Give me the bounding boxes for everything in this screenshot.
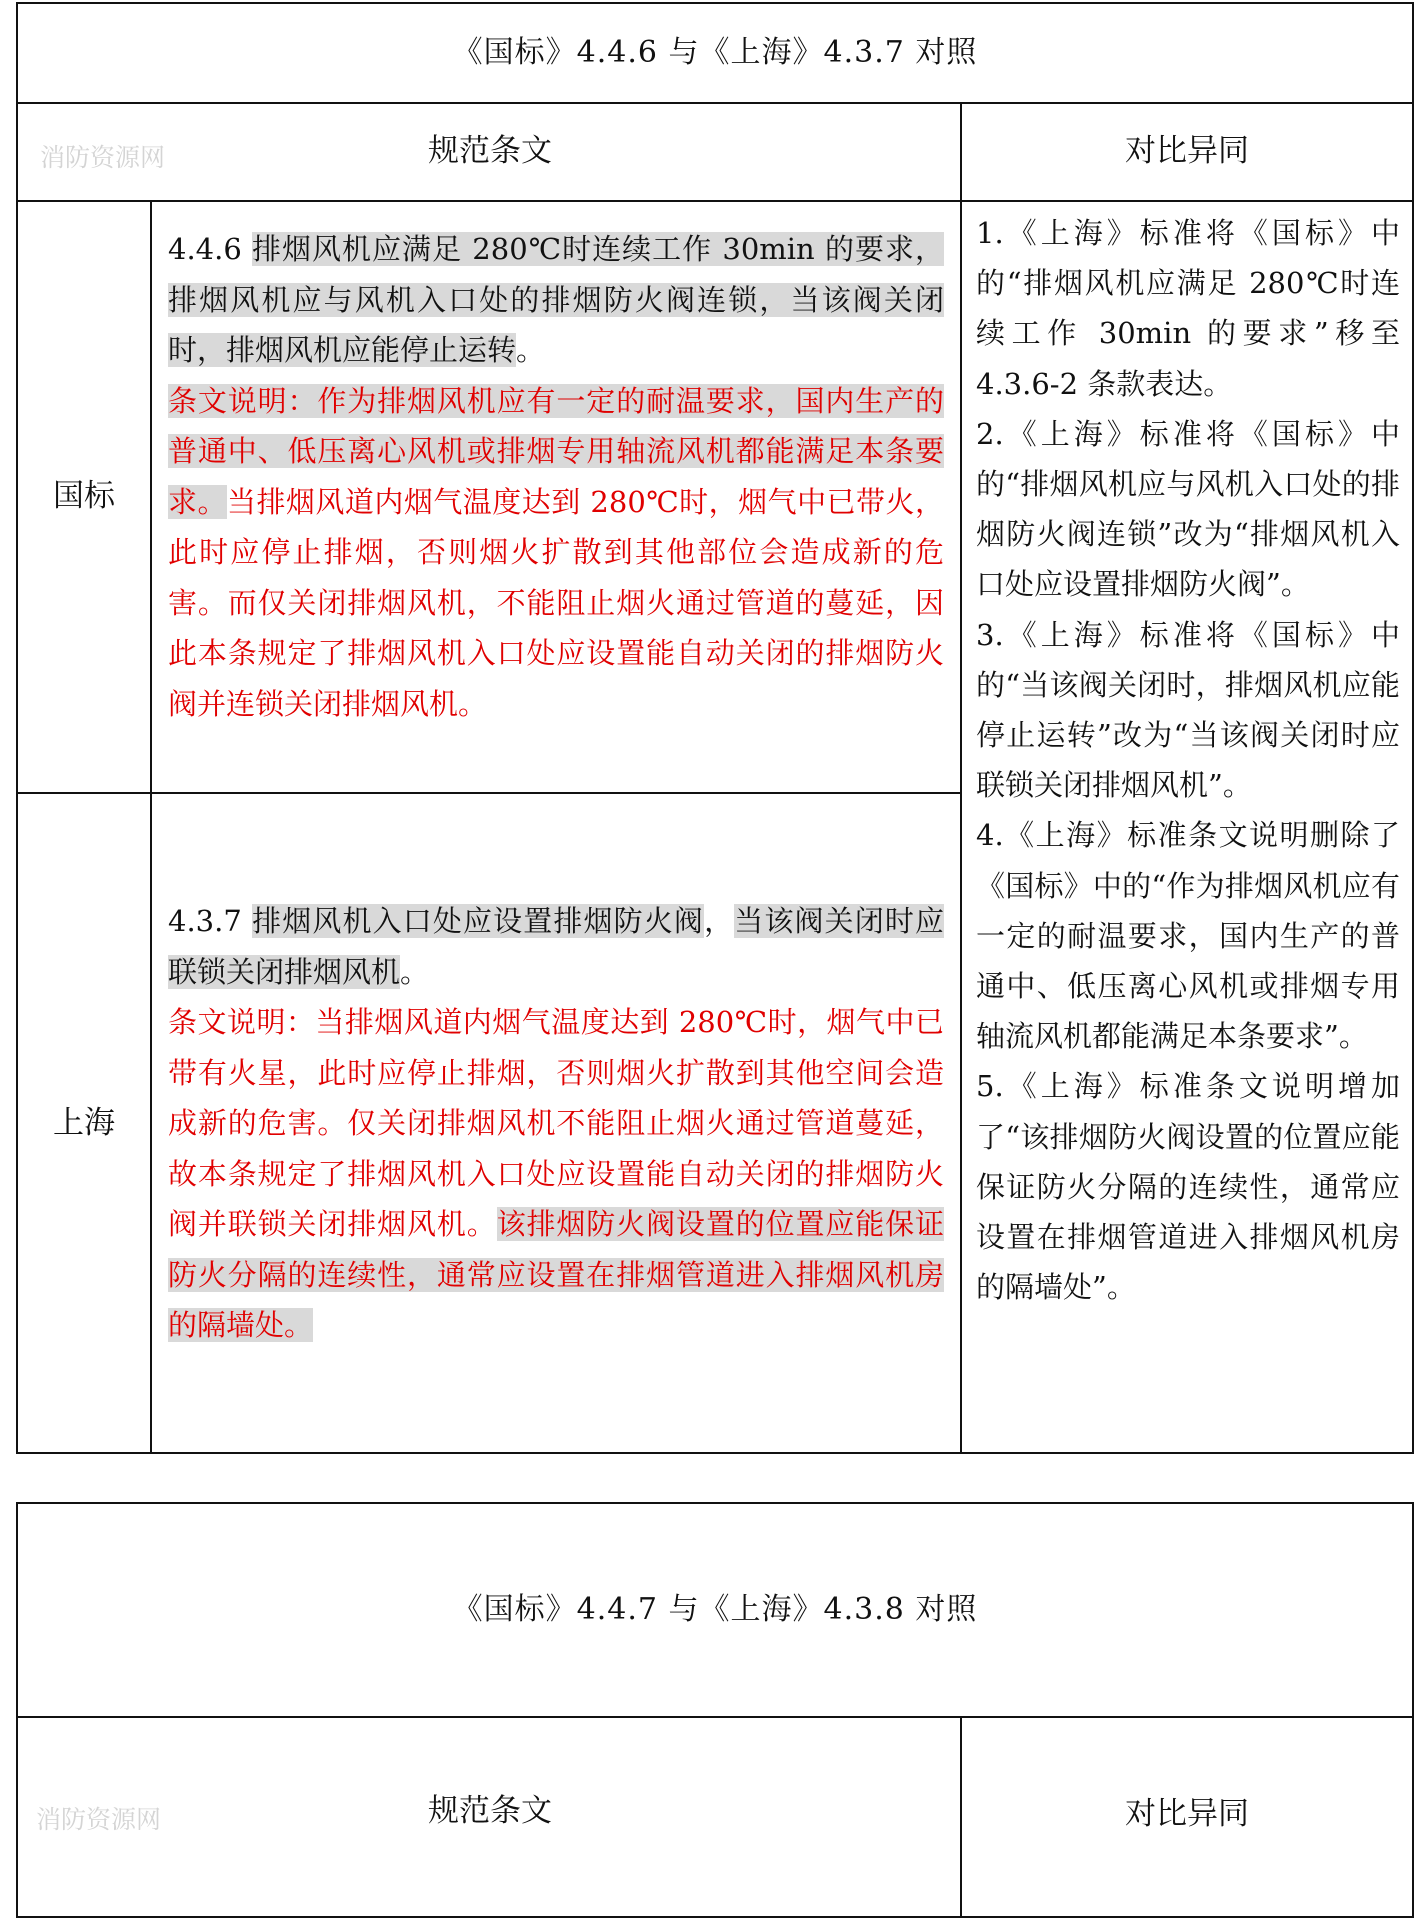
gb-clause-main-tail: ，当该阀关闭时，排烟风机应能停止运转 — [168, 282, 944, 367]
table-title: 《国标》4.4.7 与《上海》4.3.8 对照 — [452, 1592, 978, 1627]
compare-item: 3.《上海》标准将《国标》中的“当该阀关闭时，排烟风机应能停止运转”改为“当该阀关闭时应联锁关闭排烟风机”。 — [976, 617, 1400, 803]
header-compare: 对比异同 — [1125, 1796, 1249, 1832]
sh-clause-number: 4.3.7 — [168, 904, 253, 938]
watermark: 消防资源网 — [40, 143, 166, 172]
comparison-table-2 — [16, 1502, 1414, 1918]
compare-item: 5.《上海》标准条文说明增加了“该排烟防火阀设置的位置应能保证防火分隔的连续性，通常应设置在排烟管道进入排烟风机房的隔墙处”。 — [976, 1069, 1400, 1305]
gb-note-highlight: 条文说明：作为排烟风机应有一定的耐温要求，国内生产的普通中、低压离心风机或排烟专用轴流风机都能满足本条要求。 — [168, 383, 944, 519]
compare-item: 2.《上海》标准将《国标》中的“排烟风机应与风机入口处的排烟防火阀连锁”改为“排烟风机入口处应设置排烟防火阀”。 — [976, 416, 1400, 602]
sh-clause — [168, 896, 944, 1351]
gb-note-rest: 当排烟风道内烟气温度达到 280℃时，烟气中已带火，此时应停止排烟，否则烟火扩散到其他部位会造成新的危害。而仅关闭排烟风机，不能阻止烟火通过管道的蔓延，因此本条规定了排烟风机入口处应设置能自动关闭的排烟防火阀并连锁关闭排烟风机。 — [168, 484, 944, 721]
compare-item: 4.《上海》标准条文说明删除了《国标》中的“作为排烟风机应有一定的耐温要求，国内生产的普通中、低压离心风机或排烟专用轴流风机都能满足本条要求”。 — [976, 818, 1400, 1054]
row-label-gb: 国标 — [53, 478, 115, 514]
sh-clause-main-b: ， — [704, 904, 735, 938]
sh-note: 条文说明：当排烟风道内烟气温度达到 280℃时，烟气中已带有火星，此时应停止排烟，否则烟火扩散到其他空间会造成新的危害。仅关闭排烟风机不能阻止烟火通过管道蔓延，故本条规定了排烟风机入口处应设置能自动关闭的排烟防火阀并联锁关闭排烟风机。 — [168, 1005, 944, 1241]
comparison-table-1 — [16, 2, 1414, 1454]
compare-item: 1.《上海》标准将《国标》中的“排烟风机应满足 280℃时连续工作 30min 的要求”移至 4.3.6-2 条款表达。 — [976, 216, 1400, 401]
gb-clause-end: 。 — [516, 333, 546, 367]
gb-clause — [168, 224, 944, 729]
sh-clause-main-a: 排烟风机入口处应设置排烟防火阀 — [252, 904, 705, 938]
gb-clause-number: 4.4.6 — [168, 232, 253, 266]
table-title: 《国标》4.4.6 与《上海》4.3.7 对照 — [452, 35, 978, 70]
header-compare: 对比异同 — [1125, 133, 1249, 169]
watermark: 消防资源网 — [36, 1805, 162, 1834]
header-clause: 规范条文 — [428, 133, 552, 169]
row-label-sh: 上海 — [53, 1105, 115, 1141]
gb-clause-main: 排烟风机应满足 280℃时连续工作 30min 的要求，排烟风机应与风机入口处的排烟防火阀连锁 — [168, 232, 944, 317]
header-clause: 规范条文 — [428, 1793, 552, 1829]
sh-note-highlight: 该排烟防火阀设置的位置应能保证防火分隔的连续性，通常应设置在排烟管道进入排烟风机房的隔墙处。 — [168, 1207, 944, 1342]
sh-clause-main-c: 当该阀关闭时应联锁关闭排烟风机 — [168, 904, 944, 989]
compare-list — [976, 208, 1400, 1312]
sh-clause-end: 。 — [400, 954, 430, 989]
